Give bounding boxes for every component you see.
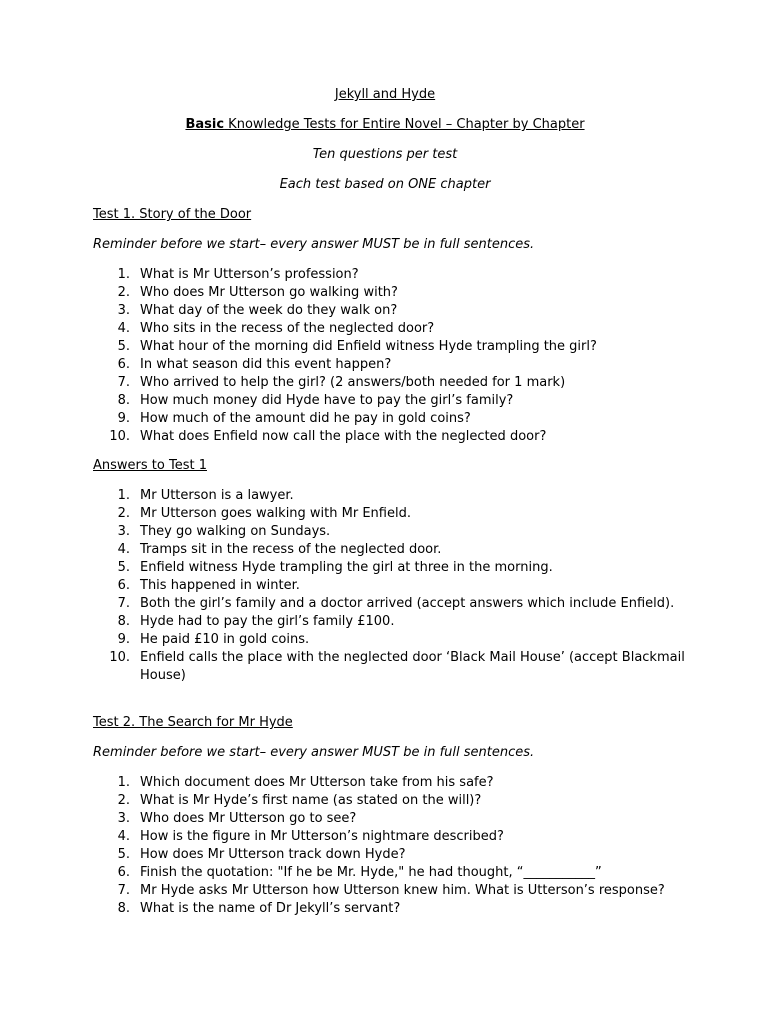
list-item: 8. Hyde had to pay the girl’s family £100.	[117, 614, 395, 629]
note-test-basis: Each test based on ONE chapter	[279, 177, 491, 192]
list-item: 9. How much of the amount did he pay in gold coins?	[117, 411, 471, 426]
test2-heading: Test 2. The Search for Mr Hyde	[93, 715, 293, 730]
list-item: 6. In what season did this event happen?	[117, 357, 392, 372]
list-item: 2. Who does Mr Utterson go walking with?	[117, 285, 398, 300]
test1-heading: Test 1. Story of the Door	[93, 207, 252, 222]
list-item: 2. What is Mr Hyde’s first name (as stated on the will)?	[117, 793, 482, 808]
list-item: 10. What does Enfield now call the place with the neglected door?	[109, 429, 547, 444]
list-item: 8. What is the name of Dr Jekyll’s servant?	[117, 901, 401, 916]
subtitle-bold: Basic	[185, 117, 225, 132]
list-item: 7. Both the girl’s family and a doctor arrived (accept answers which include Enfield).	[117, 596, 675, 611]
test2-reminder: Reminder before we start– every answer MUST be in full sentences.	[93, 745, 535, 760]
test1-question-list	[93, 266, 700, 446]
list-item: 3. What day of the week do they walk on?	[117, 303, 398, 318]
answers1-heading: Answers to Test 1	[93, 458, 207, 473]
list-item: 1. What is Mr Utterson’s profession?	[117, 267, 359, 282]
document-subtitle	[0, 117, 770, 133]
list-item: 10. Enfield calls the place with the neglected door ‘Black Mail House’ (accept Blackmail House)	[109, 650, 685, 683]
list-item: 7. Mr Hyde asks Mr Utterson how Utterson knew him. What is Utterson’s response?	[117, 883, 665, 898]
document-title: Jekyll and Hyde	[334, 87, 436, 102]
list-item: 1. Which document does Mr Utterson take from his safe?	[117, 775, 494, 790]
test1-reminder: Reminder before we start– every answer MUST be in full sentences.	[93, 237, 535, 252]
list-item: 3. Who does Mr Utterson go to see?	[117, 811, 357, 826]
subtitle-rest: Knowledge Tests for Entire Novel – Chapter by Chapter	[224, 117, 585, 132]
list-item: 3. They go walking on Sundays.	[117, 524, 331, 539]
list-item: 4. Tramps sit in the recess of the neglected door.	[117, 542, 442, 557]
list-item: 4. How is the figure in Mr Utterson’s nightmare described?	[117, 829, 504, 844]
list-item: 7. Who arrived to help the girl? (2 answers/both needed for 1 mark)	[117, 375, 566, 390]
list-item: 4. Who sits in the recess of the neglected door?	[117, 321, 435, 336]
list-item: 2. Mr Utterson goes walking with Mr Enfield.	[117, 506, 411, 521]
test2-question-list	[93, 774, 700, 918]
list-item: 8. How much money did Hyde have to pay the girl’s family?	[117, 393, 514, 408]
list-item: 5. How does Mr Utterson track down Hyde?	[117, 847, 406, 862]
list-item: 1. Mr Utterson is a lawyer.	[117, 488, 294, 503]
answers1-list	[93, 487, 700, 685]
list-item: 5. What hour of the morning did Enfield witness Hyde trampling the girl?	[117, 339, 597, 354]
list-item: 9. He paid £10 in gold coins.	[117, 632, 310, 647]
list-item: 6. This happened in winter.	[117, 578, 300, 593]
list-item: 5. Enfield witness Hyde trampling the girl at three in the morning.	[117, 560, 553, 575]
note-questions-per-test: Ten questions per test	[312, 147, 458, 162]
list-item: 6. Finish the quotation: "If he be Mr. Hyde," he had thought, “___________”	[117, 865, 602, 880]
